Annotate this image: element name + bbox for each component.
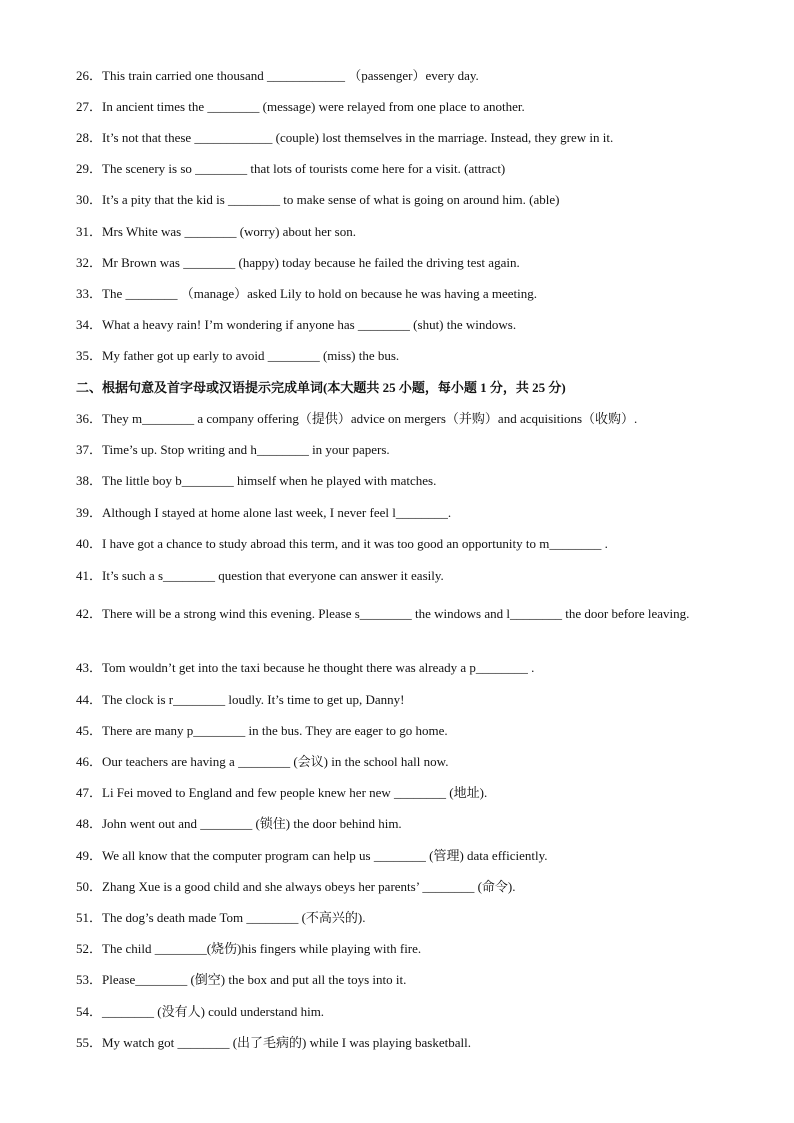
- question-55: 55．My watch got ________ (出了毛病的) while I was playing basketball.: [76, 1035, 471, 1050]
- question-26: 26．This train carried one thousand ____________ （passenger）every day.: [76, 68, 479, 83]
- question-28: 28．It’s not that these ____________ (couple) lost themselves in the marriage. Instead, they grew in it.: [76, 130, 614, 145]
- question-42: 42．There will be a strong wind this evening. Please s________ the windows and l________ the door before leaving.: [76, 606, 690, 621]
- question-51: 51．The dog’s death made Tom ________ (不高兴的).: [76, 910, 366, 925]
- question-46: 46．Our teachers are having a ________ (会议) in the school hall now.: [76, 754, 449, 769]
- question-43: 43．Tom wouldn’t get into the taxi because he thought there was already a p________ .: [76, 660, 535, 675]
- question-38: 38．The little boy b________ himself when he played with matches.: [76, 473, 437, 488]
- question-45: 45．There are many p________ in the bus. They are eager to go home.: [76, 723, 448, 738]
- question-53: 53．Please________ (倒空) the box and put all the toys into it.: [76, 972, 407, 987]
- question-54: 54．________ (没有人) could understand him.: [76, 1004, 325, 1019]
- question-33: 33．The ________ （manage）asked Lily to hold on because he was having a meeting.: [76, 286, 538, 301]
- question-41: 41．It’s such a s________ question that everyone can answer it easily.: [76, 568, 444, 583]
- question-32: 32．Mr Brown was ________ (happy) today because he failed the driving test again.: [76, 255, 520, 270]
- question-52: 52．The child ________(烧伤)his fingers while playing with fire.: [76, 941, 422, 956]
- question-39: 39．Although I stayed at home alone last week, I never feel l________.: [76, 505, 452, 520]
- question-47: 47．Li Fei moved to England and few people knew her new ________ (地址).: [76, 785, 488, 800]
- question-31: 31．Mrs White was ________ (worry) about her son.: [76, 224, 356, 239]
- question-30: 30．It’s a pity that the kid is ________ to make sense of what is going on around him. (able): [76, 192, 560, 207]
- question-27: 27．In ancient times the ________ (message) were relayed from one place to another.: [76, 99, 525, 114]
- question-34: 34．What a heavy rain! I’m wondering if anyone has ________ (shut) the windows.: [76, 317, 517, 332]
- question-37: 37．Time’s up. Stop writing and h________ in your papers.: [76, 442, 390, 457]
- question-49: 49．We all know that the computer program can help us ________ (管理) data efficiently.: [76, 848, 548, 863]
- question-44: 44．The clock is r________ loudly. It’s time to get up, Danny!: [76, 692, 405, 707]
- question-48: 48．John went out and ________ (锁住) the door behind him.: [76, 816, 402, 831]
- section-header: 二、根据句意及首字母或汉语提示完成单词(本大题共 25 小题，每小题 1 分，共 25 分): [76, 380, 566, 395]
- question-36: 36．They m________ a company offering（提供）advice on mergers（并购）and acquisitions（收购）.: [76, 411, 638, 426]
- question-40: 40．I have got a chance to study abroad this term, and it was too good an opportunity to m________ .: [76, 536, 608, 551]
- question-50: 50．Zhang Xue is a good child and she always obeys her parents’ ________ (命令).: [76, 879, 516, 894]
- question-35: 35．My father got up early to avoid ________ (miss) the bus.: [76, 348, 400, 363]
- question-29: 29．The scenery is so ________ that lots of tourists come here for a visit. (attract): [76, 161, 506, 176]
